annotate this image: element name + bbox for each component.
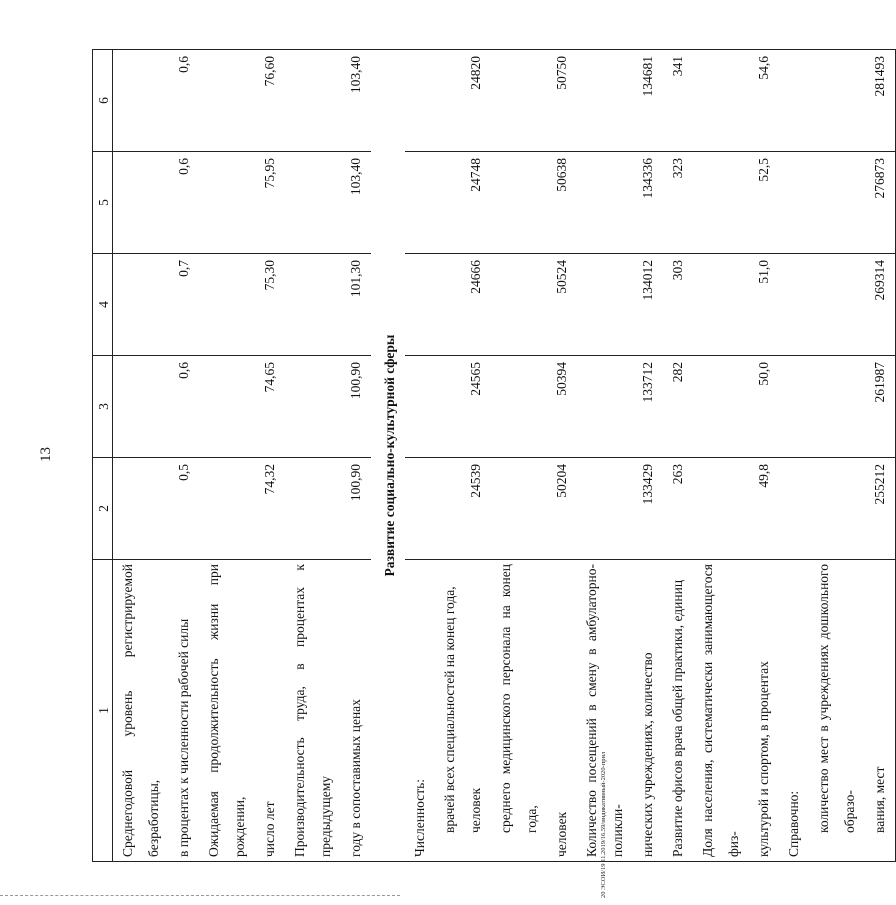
cell-value: 0,7 [169,254,199,356]
indicators-table [92,49,896,862]
cell-value: 54,6 [749,50,779,152]
row-label-doctors: врачей всех специальностей на конец года, человек [442,586,483,833]
table-row [547,50,577,862]
cell-value: 303 [663,254,693,356]
table-row [633,50,663,862]
cell-value: 133429 [633,458,663,560]
table-row [285,50,341,862]
row-label-life-2: число лет [255,560,285,862]
col-header-1: 1 [93,560,113,862]
cell-value: 134012 [633,254,663,356]
table-row [577,50,633,862]
cell-value: 281493 [865,50,896,152]
row-label-productivity-2: году в сопоставимых ценах [341,560,371,862]
cell-value: 50,0 [749,356,779,458]
cell-value: 263 [663,458,693,560]
cell-value: 255212 [865,458,896,560]
row-label-preschool-1: количество мест в учреждениях дошкольного образо- [816,564,857,833]
row-label-gp-offices: Развитие офисов врача общей практики, единиц [663,560,693,862]
cell-value: 134336 [633,152,663,254]
table-row [341,50,371,862]
table-row [809,50,865,862]
cell-value: 74,32 [255,458,285,560]
cell-value: 75,95 [255,152,285,254]
row-label-sports-2: культурой и спортом, в процентах [749,560,779,862]
row-label-nurses-2: человек [547,560,577,862]
col-header-4: 4 [93,254,113,356]
cell-value: 76,60 [255,50,285,152]
table-row [255,50,285,862]
cell-value: 0,6 [169,356,199,458]
cell-value: 100,90 [341,458,371,560]
footer-code: 20 ЭСОИ/19 11.2019/16.59/индикативный-2020-прил [600,751,607,898]
cell-value: 282 [663,356,693,458]
cell-value: 50394 [547,356,577,458]
table-row [113,50,170,862]
cell-value: 74,65 [255,356,285,458]
row-label-preschool-2: вания, мест [872,766,887,833]
cell-value: 24666 [435,254,491,356]
col-header-3: 3 [93,356,113,458]
section-title: Развитие социально-культурной сферы [371,50,405,862]
row-label-nurses-1: среднего медицинского персонала на конец года, [498,564,539,833]
header-row [93,50,113,862]
cell-value: 276873 [865,152,896,254]
col-header-6: 6 [93,50,113,152]
row-label-unemployment-2: в процентах к численности рабочей силы [169,560,199,862]
page-number: 13 [38,447,54,462]
cell-value: 49,8 [749,458,779,560]
row-label-sports-1: Доля населения, систематически занимающегося физ- [700,564,741,857]
row-label-life-1: Ожидаемая продолжительность жизни при рождении, [206,564,247,857]
table-row [749,50,779,862]
cell-value: 0,6 [169,152,199,254]
cell-value: 341 [663,50,693,152]
cell-value: 24748 [435,152,491,254]
cell-value: 103,40 [341,152,371,254]
reference-label: Справочно: [779,560,809,862]
row-label-productivity-1: Производительность труда, в процентах к предыдущему [292,564,333,857]
table-row [435,50,491,862]
cell-value: 133712 [633,356,663,458]
table-row [405,50,435,862]
section-row [371,50,405,862]
cell-value: 100,90 [341,356,371,458]
col-header-2: 2 [93,458,113,560]
cell-value: 134681 [633,50,663,152]
table-row [865,50,896,862]
cell-value: 24539 [435,458,491,560]
table-row [491,50,547,862]
cell-value: 24820 [435,50,491,152]
cell-value: 52,5 [749,152,779,254]
cell-value: 24565 [435,356,491,458]
row-label-visits-1: Количество посещений в смену в амбулаторно-поликли- [584,564,625,857]
headcount-label: Численность: [405,560,435,862]
cell-value: 323 [663,152,693,254]
row-label-visits-2: нических учреждениях, количество [633,560,663,862]
table-row [693,50,749,862]
scan-edge-line [0,895,400,896]
col-header-5: 5 [93,152,113,254]
cell-value: 50204 [547,458,577,560]
cell-value: 75,30 [255,254,285,356]
cell-value: 50638 [547,152,577,254]
cell-value: 0,6 [169,50,199,152]
table-row [779,50,809,862]
cell-value: 101,30 [341,254,371,356]
cell-value: 51,0 [749,254,779,356]
table-row [663,50,693,862]
cell-value: 50750 [547,50,577,152]
cell-value: 261987 [865,356,896,458]
cell-value: 0,5 [169,458,199,560]
row-label-unemployment-1: Среднегодовой уровень регистрируемой безработицы, [120,564,161,857]
cell-value: 103,40 [341,50,371,152]
cell-value: 50524 [547,254,577,356]
table-row [169,50,199,862]
cell-value: 269314 [865,254,896,356]
table-row [199,50,255,862]
